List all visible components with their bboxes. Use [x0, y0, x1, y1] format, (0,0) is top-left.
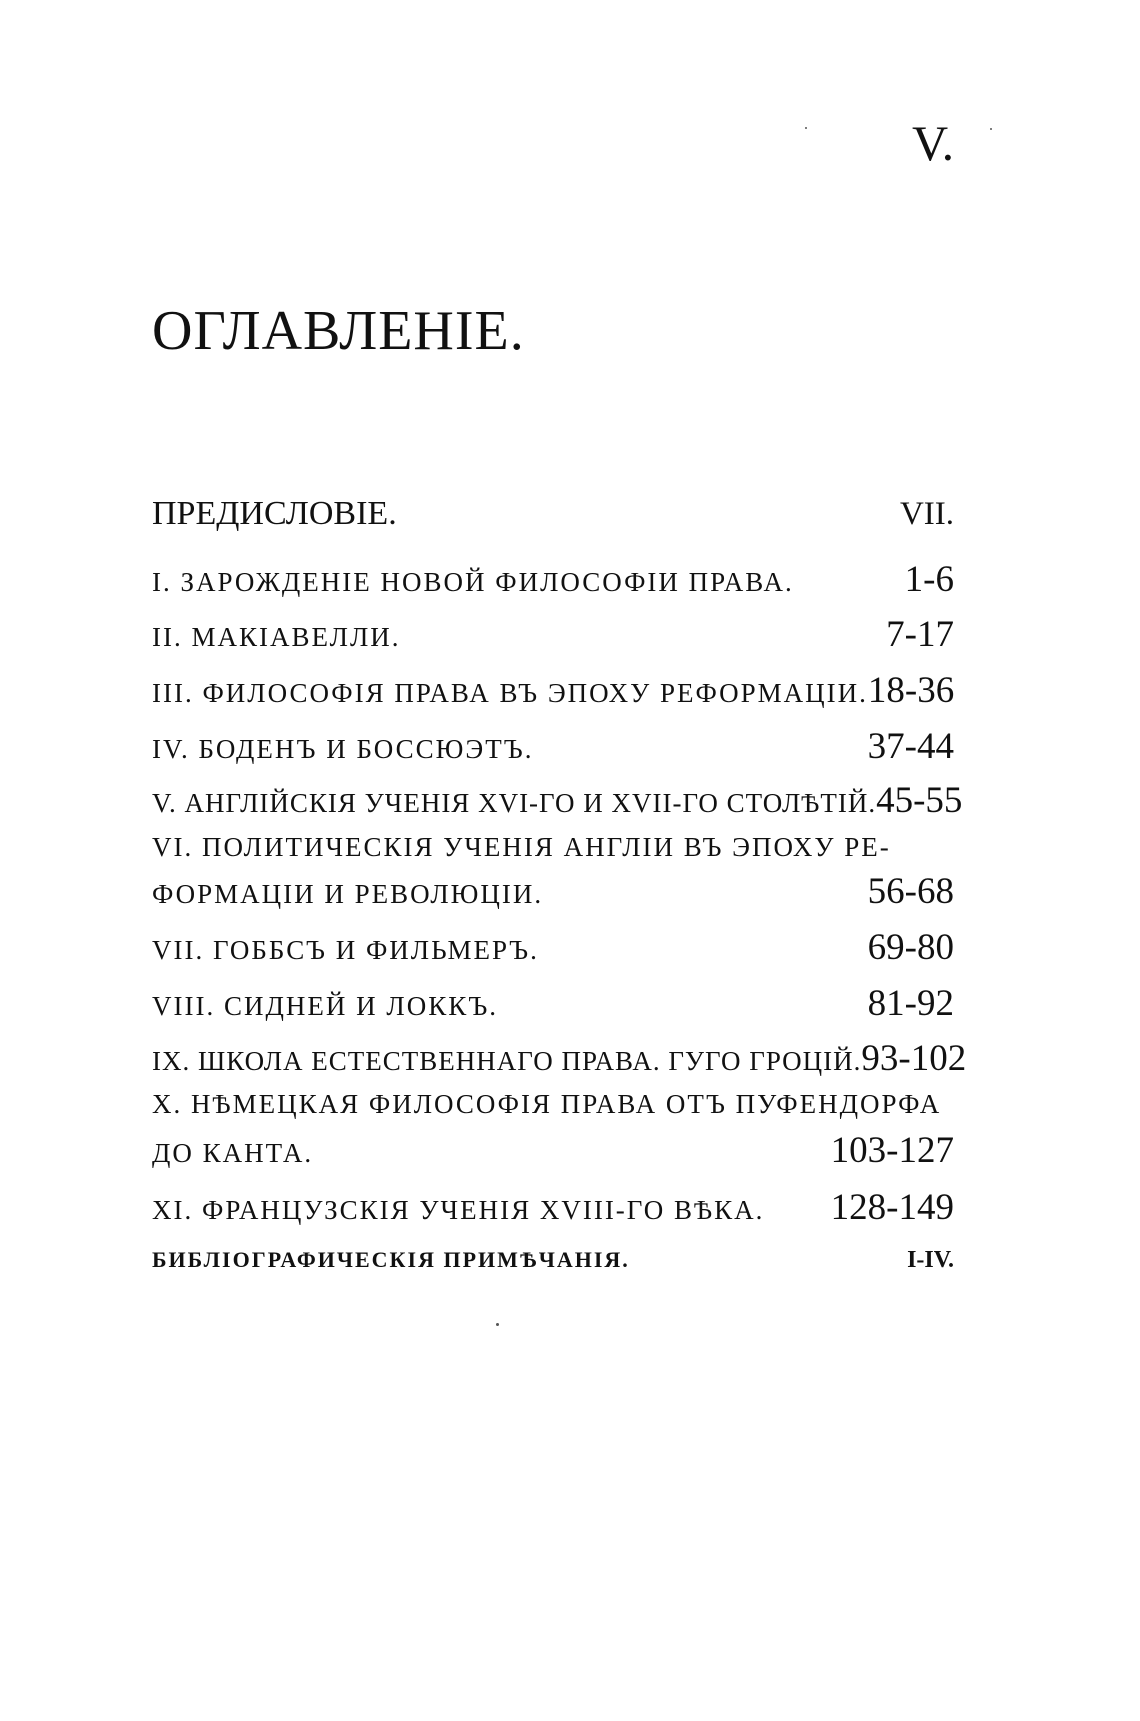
toc-entry-pages: 128-149 [830, 1187, 954, 1228]
toc-entry-label-cont: ДО КАНТА. [152, 1138, 314, 1168]
toc-entry-11 [152, 1186, 954, 1229]
toc-entry-label: IV. БОДЕНЪ И БОССЮЭТЪ. [152, 734, 534, 764]
toc-entry-label: БИБЛІОГРАФИЧЕСКІЯ ПРИМѢЧАНІЯ. [152, 1247, 630, 1272]
toc-entry-label: VI. ПОЛИТИЧЕСКІЯ УЧЕНІЯ АНГЛІИ ВЪ ЭПОХУ РЕ- [152, 832, 891, 862]
toc-entry-preface [152, 495, 954, 533]
toc-entry-6-line-2 [152, 870, 954, 913]
toc-entry-pages: 56-68 [867, 871, 954, 912]
toc-entry-10-line-2 [152, 1129, 954, 1172]
ink-speck [805, 127, 807, 129]
toc-entry-2 [152, 613, 954, 656]
toc-entry-pages: 18-36 [867, 670, 955, 711]
toc-entry-4 [152, 725, 954, 768]
ink-speck [496, 1323, 499, 1326]
toc-entry-9 [152, 1037, 967, 1080]
toc-entry-7 [152, 926, 954, 969]
toc-entry-pages: 45-55 [876, 780, 963, 821]
toc-entry-bibliography [152, 1247, 954, 1274]
page-title: ОГЛАВЛЕНІЕ. [152, 300, 525, 362]
ink-speck [990, 128, 992, 130]
toc-entry-pages: 7-17 [886, 614, 954, 655]
toc-entry-label: III. ФИЛОСОФІЯ ПРАВА ВЪ ЭПОХУ РЕФОРМАЦІИ. [152, 678, 868, 708]
toc-entry-pages: 37-44 [867, 726, 954, 767]
toc-entry-label: V. АНГЛІЙСКІЯ УЧЕНІЯ XVI-ГО И XVII-ГО СТОЛѢТІЙ. [152, 788, 877, 818]
toc-entry-6-line-1 [152, 832, 954, 863]
toc-entry-1 [152, 558, 954, 601]
toc-entry-5 [152, 779, 963, 822]
toc-entry-pages: VII. [899, 496, 954, 532]
toc-entry-pages: 69-80 [867, 927, 954, 968]
toc-entry-8 [152, 982, 954, 1025]
toc-entry-3 [152, 669, 954, 712]
toc-entry-10-line-1 [152, 1089, 954, 1120]
toc-entry-label-cont: ФОРМАЦІИ И РЕВОЛЮЦІИ. [152, 879, 544, 909]
toc-entry-pages: 1-6 [904, 559, 954, 600]
page-number: V. [912, 115, 955, 171]
toc-entry-label: II. МАКІАВЕЛЛИ. [152, 622, 401, 652]
toc-entry-label: X. НѢМЕЦКАЯ ФИЛОСОФІЯ ПРАВА ОТЪ ПУФЕНДОРФА [152, 1089, 942, 1119]
toc-entry-label: VIII. СИДНЕЙ И ЛОККЪ. [152, 991, 499, 1021]
toc-entry-label: IX. ШКОЛА ЕСТЕСТВЕННАГО ПРАВА. ГУГО ГРОЦІЙ. [152, 1046, 862, 1076]
toc-entry-label: VII. ГОББСЪ И ФИЛЬМЕРЪ. [152, 935, 539, 965]
toc-entry-pages: I-IV. [907, 1247, 954, 1273]
toc-entry-label: ПРЕДИСЛОВІЕ. [152, 495, 397, 532]
toc-entry-pages: 103-127 [830, 1130, 954, 1171]
toc-entry-pages: 93-102 [861, 1038, 967, 1079]
toc-entry-label: I. ЗАРОЖДЕНІЕ НОВОЙ ФИЛОСОФІИ ПРАВА. [152, 567, 794, 597]
toc-entry-label: XI. ФРАНЦУЗСКІЯ УЧЕНІЯ XVIII-ГО ВѢКА. [152, 1195, 765, 1225]
toc-entry-pages: 81-92 [867, 983, 954, 1024]
